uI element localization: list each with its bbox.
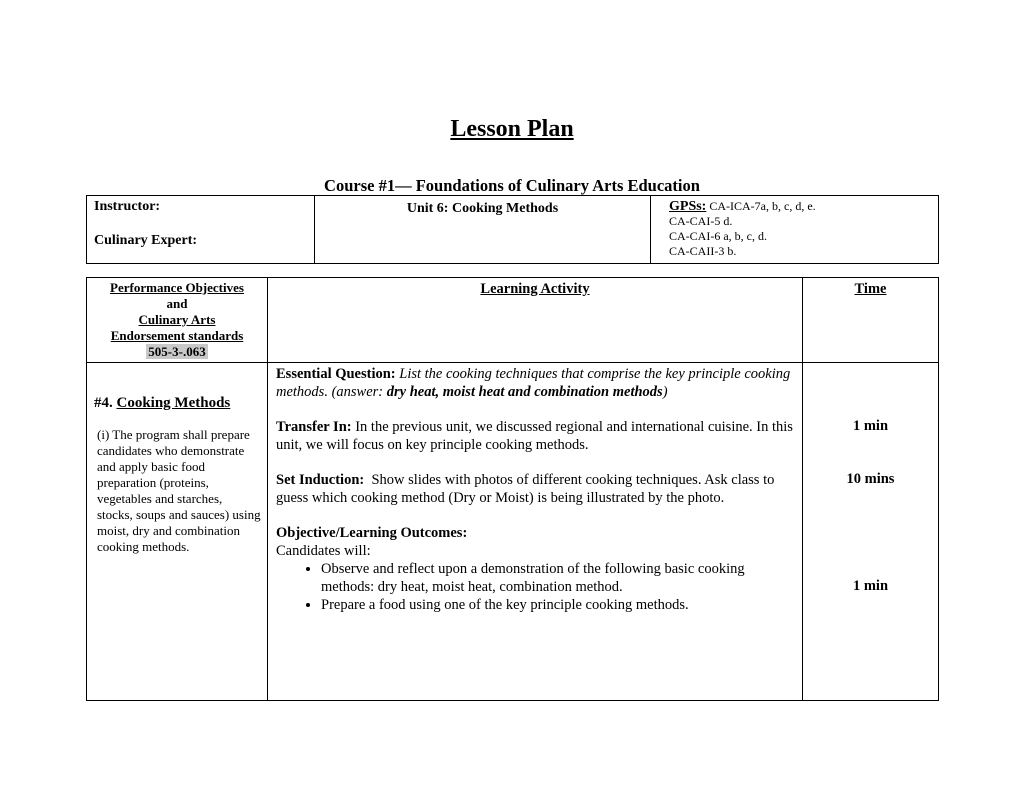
gps-label: GPSs: <box>669 199 707 214</box>
unit-cell <box>315 196 651 264</box>
info-table <box>86 195 939 264</box>
transfer-in: Transfer In: In the previous unit, we discussed regional and international cuisine. In this unit, we will focus on key principle cooking methods. <box>276 419 793 453</box>
instructor-label: Instructor: <box>94 199 161 214</box>
time-value: 1 min <box>852 418 889 434</box>
list-item: • Observe and reflect upon a demonstration of the following basic cooking methods: dry heat, moist heat, combination method. <box>321 560 794 596</box>
instructor-cell <box>87 196 315 264</box>
gps-cell <box>651 196 939 264</box>
course-title: Course #1— Foundations of Culinary Arts Education <box>324 176 700 195</box>
objective-text: (i) The program shall prepare candidates who demonstrate and apply basic food preparation (proteins, vegetables and starches, stocks, soups and sauces) using moist, dry and combination cooking methods. <box>97 427 261 554</box>
lesson-table <box>86 277 939 701</box>
gps-line: CA-CAI-6 a, b, c, d. <box>669 229 767 243</box>
time-value: 1 min <box>852 578 889 594</box>
list-item: • Prepare a food using one of the key principle cooking methods. <box>321 596 794 614</box>
activity-header: Learning Activity <box>268 278 803 363</box>
objective-title: #4. Cooking Methods <box>94 395 231 411</box>
set-induction: Set Induction: Show slides with photos of different cooking techniques. Ask class to guess which cooking method (Dry or Moist) is being illustrated by the photo. <box>276 472 775 506</box>
objective-cell <box>87 363 268 701</box>
objectives-header: Performance Objectives and Culinary Arts Endorsement standards 505-3-.063 <box>87 278 268 363</box>
gps-line: CA-CAII-3 b. <box>669 244 737 258</box>
unit-title: Unit 6: Cooking Methods <box>406 201 559 216</box>
page-title: Lesson Plan <box>450 116 574 142</box>
gps-line: CA-ICA-7a, b, c, d, e. <box>709 199 816 213</box>
essential-question: Essential Question: List the cooking techniques that comprise the key principle cooking methods. (answer: dry heat, moist heat and combination methods) <box>276 366 791 400</box>
time-cell <box>803 363 939 701</box>
gps-line: CA-CAI-5 d. <box>669 214 733 228</box>
time-header: Time <box>803 278 939 363</box>
learning-outcomes: Objective/Learning Outcomes: Candidates will: • Observe and reflect upon a demonstration of the following basic cooking methods: dry heat, moist heat, combination method. • Prepare a food using one of the key principle cooking methods. <box>276 524 794 614</box>
time-value: 10 mins <box>846 471 895 487</box>
expert-label: Culinary Expert: <box>94 233 198 248</box>
activity-cell <box>268 363 803 701</box>
outcomes-list <box>276 560 794 614</box>
standard-number: 505-3-.063 <box>148 344 206 359</box>
